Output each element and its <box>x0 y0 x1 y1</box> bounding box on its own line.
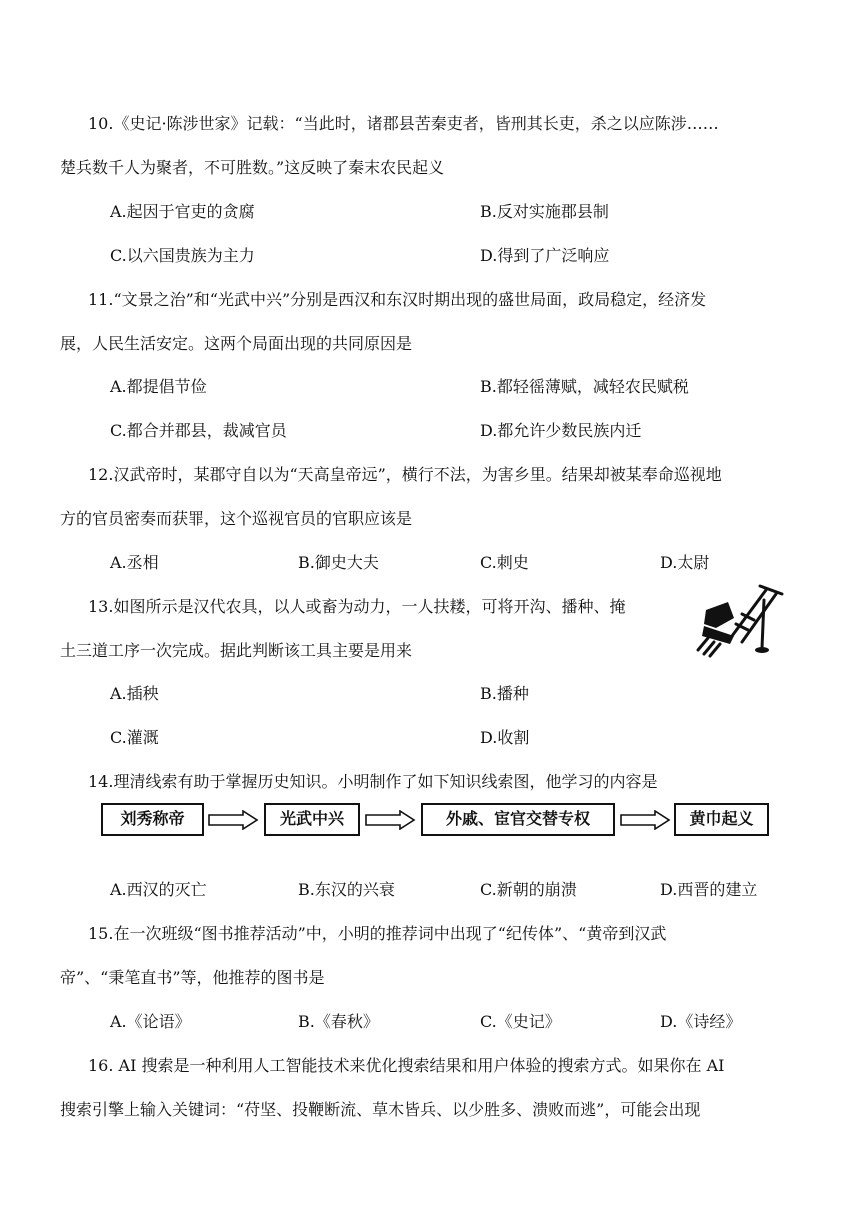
question-12-stem-line-2: 方的官员密奏而获罪，这个巡视官员的官职应该是 <box>60 509 413 528</box>
question-14-option-d: D.西晋的建立 <box>660 880 758 899</box>
question-13-stem-line-2: 土三道工序一次完成。据此判断该工具主要是用来 <box>60 641 413 660</box>
flow-arrow-1 <box>207 810 259 830</box>
flow-box-4: 黄巾起义 <box>674 803 769 836</box>
question-12-option-d: D.太尉 <box>660 553 710 572</box>
question-11-option-b: B.都轻徭薄赋，减轻农民赋税 <box>480 377 689 396</box>
flow-arrow-3 <box>619 810 671 830</box>
seed-drill-image <box>694 580 790 662</box>
question-15-option-b: B.《春秋》 <box>298 1012 379 1031</box>
question-15-option-d: D.《诗经》 <box>660 1012 742 1031</box>
flow-box-2: 光武中兴 <box>264 803 360 836</box>
question-15-option-c: C.《史记》 <box>480 1012 561 1031</box>
question-11-option-c: C.都合并郡县，裁减官员 <box>110 421 287 440</box>
question-14-option-a: A.西汉的灭亡 <box>110 880 207 899</box>
question-13-option-c: C.灌溉 <box>110 728 159 747</box>
question-10-stem-line-1: 10.《史记·陈涉世家》记载：“当此时，诸郡县苦秦吏者，皆刑其长吏，杀之以应陈涉…… <box>88 114 719 133</box>
question-10-option-b: B.反对实施郡县制 <box>480 202 609 221</box>
question-11-stem-line-2: 展，人民生活安定。这两个局面出现的共同原因是 <box>60 334 413 353</box>
question-12-option-b: B.御史大夫 <box>298 553 379 572</box>
question-12-option-a: A.丞相 <box>110 553 159 572</box>
question-10-option-d: D.得到了广泛响应 <box>480 246 610 265</box>
question-13-stem-line-1: 13.如图所示是汉代农具，以人或畜为动力，一人扶耧，可将开沟、播种、掩 <box>88 597 626 616</box>
question-15-stem-line-2: 帝”、“秉笔直书”等，他推荐的图书是 <box>60 968 325 987</box>
flow-arrow-2 <box>364 810 416 830</box>
question-11-stem-line-1: 11.“文景之治”和“光武中兴”分别是西汉和东汉时期出现的盛世局面，政局稳定，经济发 <box>88 290 707 309</box>
flow-box-3: 外戚、宦官交替专权 <box>421 803 615 836</box>
question-16-stem-line-1: 16. AI 搜索是一种利用人工智能技术来优化搜索结果和用户体验的搜索方式。如果你在 AI <box>88 1056 725 1075</box>
question-13-option-b: B.播种 <box>480 684 529 703</box>
question-10-stem-line-2: 楚兵数千人为聚者，不可胜数。”这反映了秦末农民起义 <box>60 158 445 177</box>
question-15-stem-line-1: 15.在一次班级“图书推荐活动”中，小明的推荐词中出现了“纪传体”、“黄帝到汉武 <box>88 924 667 943</box>
question-12-option-c: C.刺史 <box>480 553 529 572</box>
question-12-stem-line-1: 12.汉武帝时，某郡守自以为“天高皇帝远”，横行不法，为害乡里。结果却被某奉命巡视地 <box>88 465 722 484</box>
question-15-option-a: A.《论语》 <box>110 1012 191 1031</box>
question-14-stem-line-1: 14.理清线索有助于掌握历史知识。小明制作了如下知识线索图，他学习的内容是 <box>88 772 658 791</box>
flow-box-1: 刘秀称帝 <box>101 803 204 836</box>
question-10-option-c: C.以六国贵族为主力 <box>110 246 255 265</box>
question-16-stem-line-2: 搜索引擎上输入关键词：“苻坚、投鞭断流、草木皆兵、以少胜多、溃败而逃”，可能会出现 <box>60 1100 701 1119</box>
question-10-option-a: A.起因于官吏的贪腐 <box>110 202 255 221</box>
question-11-option-d: D.都允许少数民族内迁 <box>480 421 642 440</box>
question-14-option-c: C.新朝的崩溃 <box>480 880 577 899</box>
question-13-option-d: D.收割 <box>480 728 530 747</box>
question-14-option-b: B.东汉的兴衰 <box>298 880 395 899</box>
question-13-option-a: A.插秧 <box>110 684 159 703</box>
question-11-option-a: A.都提倡节俭 <box>110 377 207 396</box>
